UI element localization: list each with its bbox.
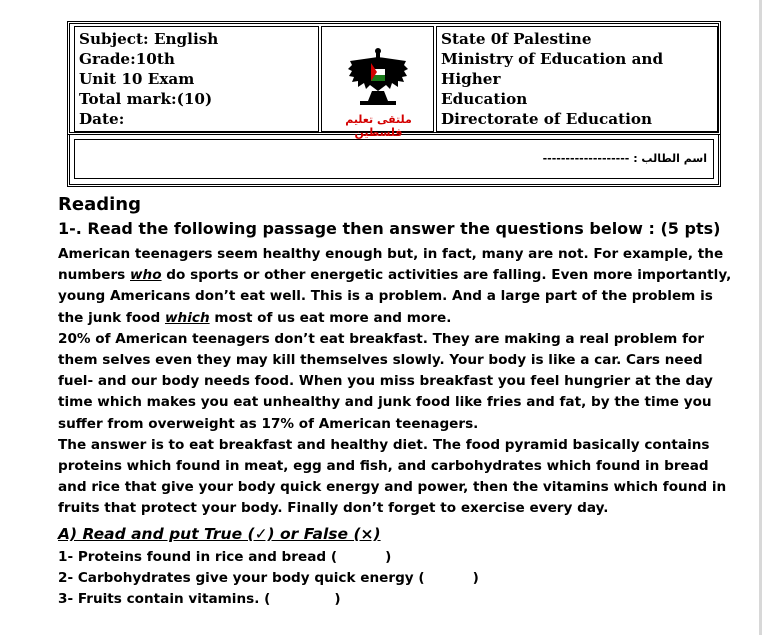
student-name-inner	[74, 139, 714, 179]
unit-line: Unit 10 Exam	[79, 70, 195, 88]
item-close: )	[385, 549, 392, 565]
passage-line: and rice that give your body quick energy and power, then the vitamins which found in	[58, 479, 727, 496]
forum-watermark: ملتقى تعليم فلسطين	[345, 113, 412, 139]
passage-line	[58, 308, 728, 329]
ministry-line: Ministry of Education and Higher	[441, 50, 664, 88]
passage-line: fuel- and our body needs food. When you miss breakfast you feel hungrier at the day	[58, 373, 713, 390]
passage-line: 20% of American teenagers don’t eat breakfast. They are making a real problem for	[58, 330, 705, 347]
keyword-who: who	[130, 267, 162, 284]
subject-line: Subject: English	[79, 30, 219, 48]
passage-text: numbers	[58, 267, 130, 284]
education-line: Education	[441, 90, 528, 108]
passage-line: them selves even they may kill themselves slowly. Your body is like a car. Cars need	[58, 352, 703, 369]
palestine-eagle-emblem-icon	[346, 43, 410, 107]
passage-line: time which makes you eat unhealthy and junk food like fries and fat, by the time you	[58, 394, 712, 411]
question-title: 1-. Read the following passage then answer the questions below : (5 pts)	[58, 219, 721, 238]
grade-line: Grade:10th	[79, 50, 175, 68]
passage-text: most of us eat more and more.	[209, 309, 452, 326]
passage-line: The answer is to eat breakfast and healthy diet. The food pyramid basically contains	[58, 436, 710, 453]
student-name-line: -------------------	[542, 152, 630, 165]
student-name-box	[67, 135, 721, 187]
keyword-which: which	[164, 309, 210, 326]
true-false-item	[58, 589, 479, 610]
passage-line: fruits that protect your body. Finally don’t forget to exercise every day.	[58, 500, 609, 517]
true-false-item	[58, 547, 479, 568]
item-close: )	[472, 570, 479, 586]
student-name-field[interactable]	[543, 152, 707, 165]
date-line: Date:	[79, 110, 125, 128]
exam-info-cell	[74, 26, 319, 132]
true-false-list	[58, 547, 479, 610]
state-line: State 0f Palestine	[441, 30, 592, 48]
section-title: Reading	[58, 194, 141, 215]
reading-passage	[58, 244, 732, 520]
item-text: 3- Fruits contain vitamins. (	[58, 591, 271, 607]
student-name-label: اسم الطالب :	[633, 152, 707, 165]
directorate-line: Directorate of Education	[441, 110, 653, 128]
passage-line: proteins which found in meat, egg and fish, and carbohydrates which found in bread	[58, 458, 709, 475]
passage-text: do sports or other energetic activities are falling. Even more importantly,	[161, 267, 732, 284]
item-text: 2- Carbohydrates give your body quick energy (	[58, 570, 425, 586]
passage-line: American teenagers seem healthy enough but, in fact, many are not. For example, the	[58, 246, 724, 262]
true-false-item	[58, 568, 479, 589]
item-close: )	[334, 591, 341, 607]
passage-line: young Americans don’t eat well. This is a problem. And a large part of the problem is	[58, 288, 713, 305]
passage-text: the junk food	[58, 309, 165, 326]
ministry-cell	[436, 26, 718, 132]
emblem-cell	[321, 26, 434, 139]
passage-line	[58, 265, 732, 286]
passage-line: suffer from overweight as 17% of American teenagers.	[58, 415, 479, 432]
item-text: 1- Proteins found in rice and bread (	[58, 549, 338, 565]
part-a-title: A) Read and put True (✓) or False (×)	[58, 525, 381, 543]
total-mark-line: Total mark:(10)	[79, 90, 213, 108]
exam-header-table	[67, 21, 721, 139]
